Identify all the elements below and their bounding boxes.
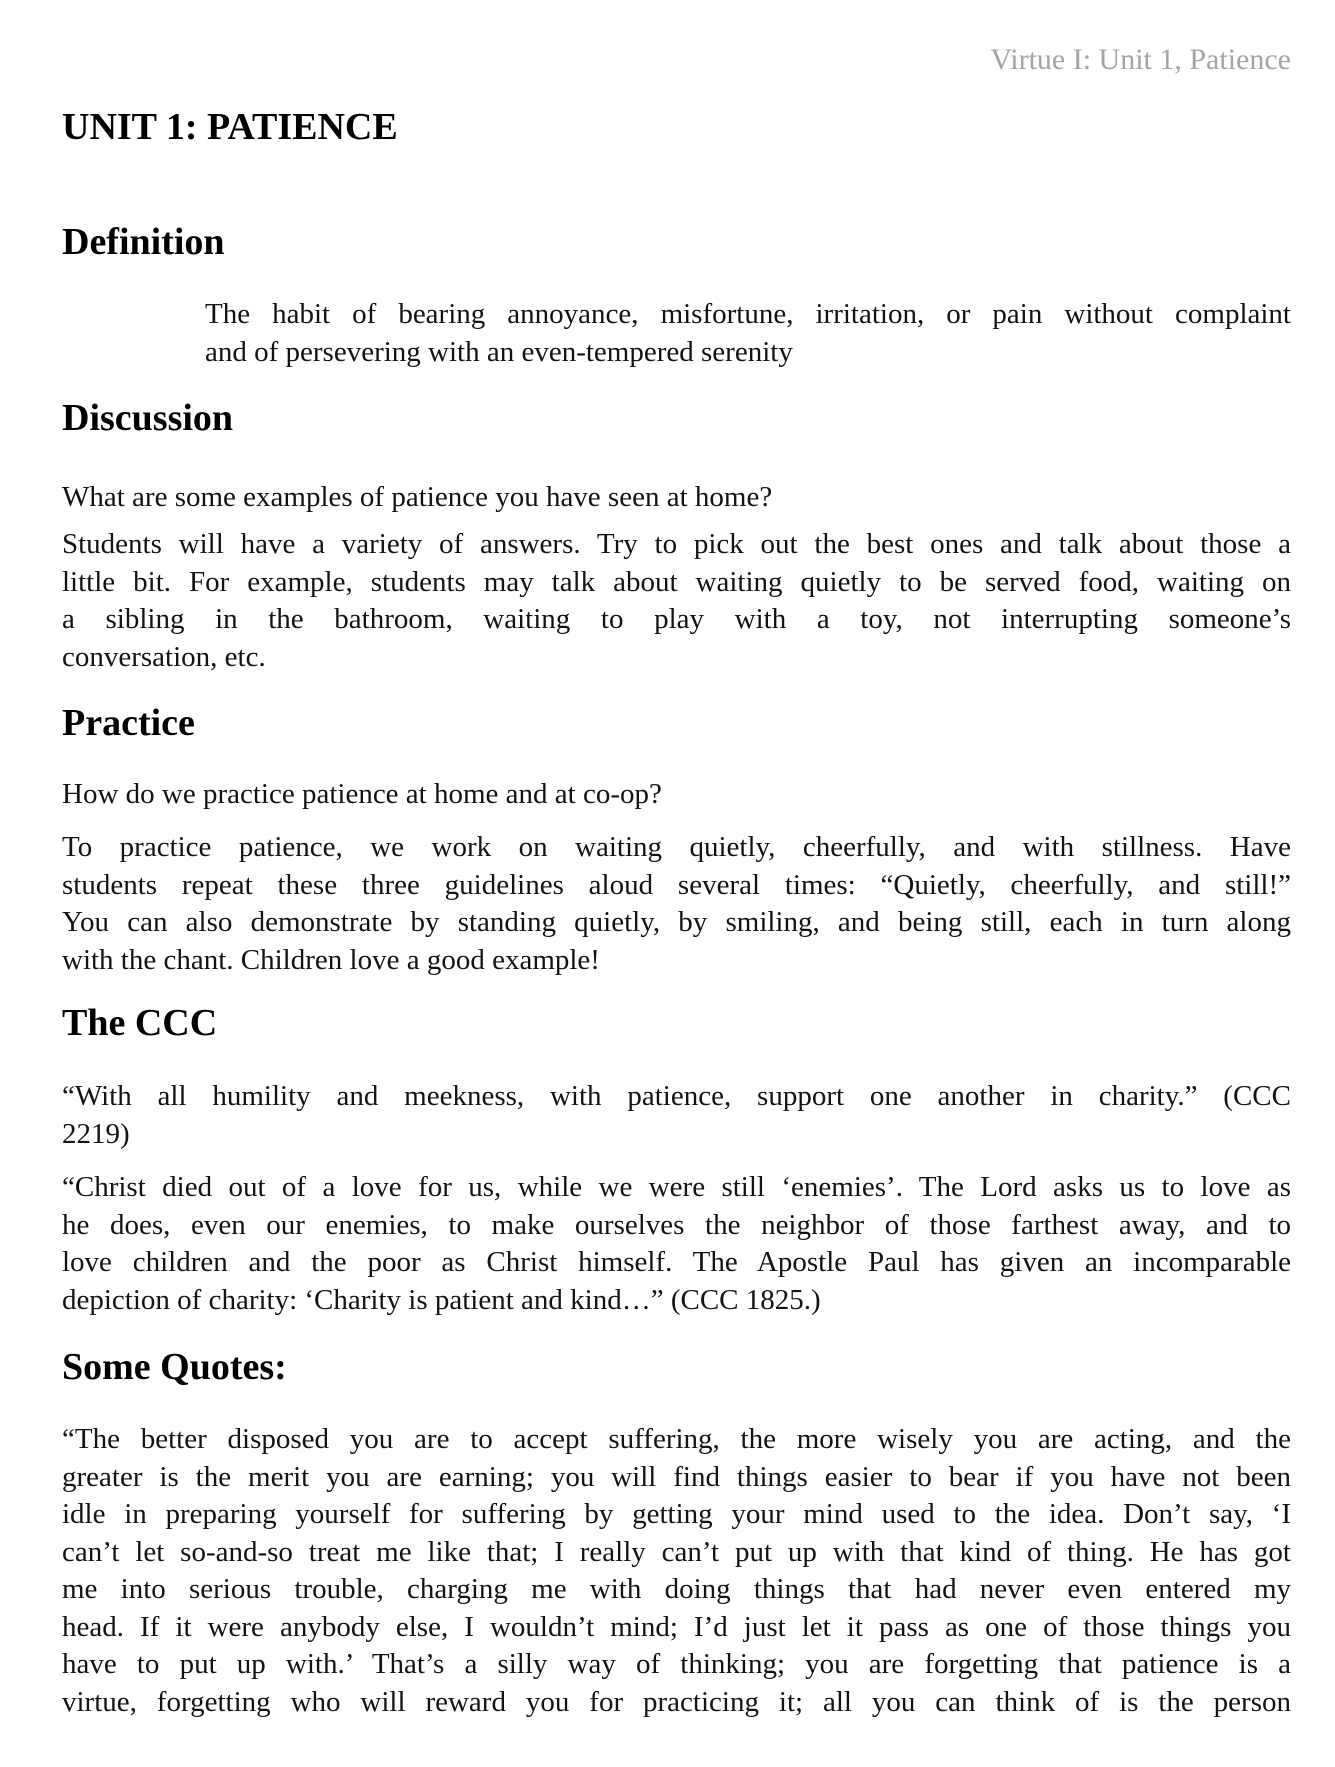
heading-discussion: Discussion — [62, 397, 234, 439]
running-header: Virtue I: Unit 1, Patience — [990, 43, 1291, 76]
text-line: with the chant. Children love a good example! — [62, 943, 600, 976]
text-line: idle in preparing yourself for suffering by getting your mind used to the idea. Don’t say, ‘I — [62, 1498, 1291, 1530]
text-line: What are some examples of patience you have seen at home? — [62, 481, 773, 513]
heading-definition: Definition — [62, 221, 225, 263]
text-line: love children and the poor as Christ himself. The Apostle Paul has given an incomparable — [62, 1246, 1291, 1278]
heading-the-ccc: The CCC — [62, 1002, 218, 1044]
text-line: a sibling in the bathroom, waiting to play with a toy, not interrupting someone’s — [62, 603, 1291, 635]
text-line: “Christ died out of a love for us, while we were still ‘enemies’. The Lord asks us to love as — [62, 1171, 1291, 1203]
text-line: little bit. For example, students may talk about waiting quietly to be served food, waiting on — [62, 565, 1291, 598]
text-line: me into serious trouble, charging me with doing things that had never even entered my — [62, 1573, 1291, 1605]
text-line: To practice patience, we work on waiting quietly, cheerfully, and with stillness. Have — [62, 831, 1291, 863]
text-line: head. If it were anybody else, I wouldn’t mind; I’d just let it pass as one of those things you — [62, 1610, 1291, 1643]
discussion-answer-paragraph — [62, 526, 1291, 676]
discussion-question-paragraph — [62, 479, 1291, 517]
text-line: You can also demonstrate by standing quietly, by smiling, and being still, each in turn along — [62, 906, 1291, 938]
text-line: depiction of charity: ‘Charity is patient and kind…” (CCC 1825.) — [62, 1283, 821, 1316]
practice-guidance-paragraph — [62, 829, 1291, 979]
text-line: How do we practice patience at home and at co-op? — [62, 778, 662, 810]
text-line: conversation, etc. — [62, 640, 266, 673]
document-title: UNIT 1: PATIENCE — [62, 106, 398, 148]
ccc-quote-1825-paragraph — [62, 1169, 1291, 1319]
heading-some-quotes: Some Quotes: — [62, 1346, 287, 1388]
some-quotes-paragraph — [62, 1421, 1291, 1721]
text-line: “The better disposed you are to accept suffering, the more wisely you are acting, and the — [62, 1423, 1291, 1455]
text-line: virtue, forgetting who will reward you for practicing it; all you can think of is the person — [62, 1685, 1291, 1718]
text-line: have to put up with.’ That’s a silly way of thinking; you are forgetting that patience is a — [62, 1648, 1291, 1680]
ccc-quote-2219-paragraph — [62, 1078, 1291, 1153]
text-line: students repeat these three guidelines aloud several times: “Quietly, cheerfully, and still!” — [62, 868, 1291, 901]
text-line: “With all humility and meekness, with patience, support one another in charity.” (CCC — [62, 1080, 1291, 1112]
text-line: The habit of bearing annoyance, misfortune, irritation, or pain without complaint — [205, 298, 1291, 330]
text-line: and of persevering with an even-tempered serenity — [205, 335, 793, 368]
text-line: 2219) — [62, 1117, 130, 1150]
heading-practice: Practice — [62, 702, 195, 744]
text-line: can’t let so-and-so treat me like that; I really can’t put up with that kind of thing. He has got — [62, 1535, 1291, 1568]
definition-paragraph — [205, 296, 1291, 371]
text-line: Students will have a variety of answers. Try to pick out the best ones and talk about those a — [62, 528, 1291, 560]
text-line: greater is the merit you are earning; you will find things easier to bear if you have not been — [62, 1460, 1291, 1493]
text-line: he does, even our enemies, to make ourselves the neighbor of those farthest away, and to — [62, 1208, 1291, 1241]
practice-question-paragraph — [62, 776, 1291, 814]
